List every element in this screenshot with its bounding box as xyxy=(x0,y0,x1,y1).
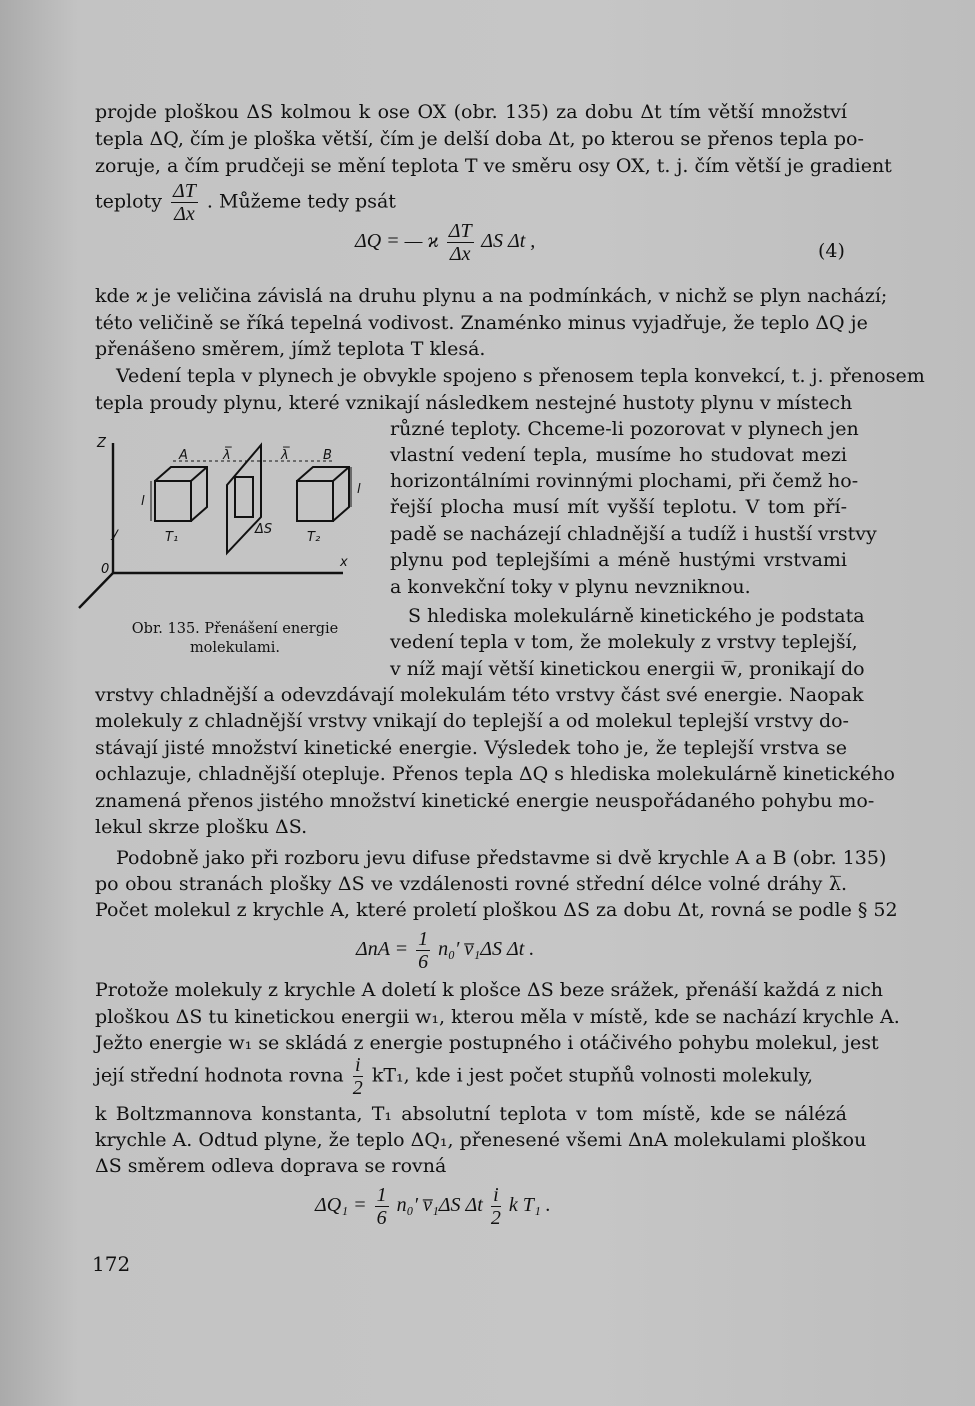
text-line: Protože molekuly z krychle A doletí k plošce ΔS beze srážek, přenáší každá z nich xyxy=(95,979,884,1001)
text-line: vedení tepla v tom, že molekuly z vrstvy teplejší, xyxy=(390,631,858,653)
jeji-numerator: i xyxy=(353,1054,363,1077)
text-line: horizontálními rovinnými plochami, při čemž ho- xyxy=(390,470,859,492)
dn-rhs: n₀′ v̅₁ΔS Δt . xyxy=(438,938,535,961)
dq1-fraction-1 xyxy=(375,1184,389,1229)
dq1-rhs: k T₁ . xyxy=(508,1194,551,1217)
label-lambda-1: λ̅ xyxy=(223,448,231,463)
jeji-denominator: 2 xyxy=(352,1077,363,1099)
caption-line-1: Obr. 135. Přenášení energie xyxy=(131,621,339,637)
text-line: znamená přenos jistého množství kinetické energie neuspořádaného pohybu mo- xyxy=(95,790,875,812)
dq1-numerator-2: i xyxy=(491,1184,501,1207)
text-line: plynu pod teplejšími a méně hustými vrstvami xyxy=(390,549,847,571)
dq1-lhs: ΔQ₁ = xyxy=(315,1194,367,1217)
eq4-rhs: ΔS Δt , xyxy=(481,230,536,253)
label-l-right: l xyxy=(357,482,361,497)
gradient-denominator: Δx xyxy=(174,203,195,225)
jeji-line xyxy=(95,1054,813,1099)
text-line: S hlediska molekulárně kinetického je podstata xyxy=(408,605,865,627)
cube-a xyxy=(155,467,207,521)
dq1-numerator-1: 1 xyxy=(376,1184,387,1206)
label-l-left: l xyxy=(141,494,145,509)
figure-caption xyxy=(105,620,365,658)
dn-lhs: ΔnA = xyxy=(356,938,409,961)
label-b: B xyxy=(323,448,332,463)
eq4-fraction xyxy=(447,220,474,265)
text-line: a konvekční toky v plynu nevzniknou. xyxy=(390,576,751,598)
text-line: přenášeno směrem, jímž teplota T klesá. xyxy=(95,338,486,360)
text-line: lekul skrze plošku ΔS. xyxy=(95,816,308,838)
label-y: y xyxy=(111,526,119,541)
label-x: x xyxy=(340,555,348,570)
text-line: krychle A. Odtud plyne, že teplo ΔQ₁, přenesené všemi ΔnA molekulami ploškou xyxy=(95,1129,867,1151)
text-line: Podobně jako při rozboru jevu difuse představme si dvě krychle A a B (obr. 135) xyxy=(116,847,887,869)
text-line: ΔS směrem odleva doprava se rovná xyxy=(95,1155,447,1177)
text-line: ploškou ΔS tu kinetickou energii w₁, kterou měla v místě, kde se nachází krychle A. xyxy=(95,1006,900,1028)
text-line: po obou stranách plošky ΔS ve vzdálenosti rovné střední délce volné dráhy λ̅. xyxy=(95,873,847,895)
text-line: ochlazuje, chladnější otepluje. Přenos tepla ΔQ s hlediska molekulárně kinetického xyxy=(95,763,895,785)
dq1-denominator-2: 2 xyxy=(490,1207,501,1229)
equation-4 xyxy=(355,220,535,265)
jeji-fraction xyxy=(353,1054,363,1099)
label-lambda-2: λ̅ xyxy=(281,448,289,463)
text-line: tepla proudy plynu, které vznikají následkem nestejné hustoty plynu v místech xyxy=(95,392,853,414)
label-delta-s: ΔS xyxy=(255,522,273,537)
text-line: v níž mají větší kinetickou energii w̅, pronikají do xyxy=(390,658,865,680)
gradient-numerator: ΔT xyxy=(172,180,196,202)
gradient-line xyxy=(95,180,396,225)
text-line: řejší plocha musí mít vyšší teplotu. V tom pří- xyxy=(390,496,847,518)
text-line: Ježto energie w₁ se skládá z energie postupného i otáčivého pohybu molekul, jest xyxy=(95,1032,879,1054)
label-a: A xyxy=(179,448,188,463)
text-line: vlastní vedení tepla, musíme ho studovat mezi xyxy=(390,444,847,466)
text-line: kde ϰ je veličina závislá na druhu plynu a na podmínkách, v nichž se plyn nachází; xyxy=(95,285,888,307)
text-line: vrstvy chladnější a odevzdávají molekulám této vrstvy část své energie. Naopak xyxy=(95,684,864,706)
label-z: Z xyxy=(97,436,106,451)
figure-135 xyxy=(75,425,375,625)
dn-denominator: 6 xyxy=(418,951,429,973)
eq4-lhs: ΔQ = — ϰ xyxy=(355,230,439,253)
jeji-pre: její střední hodnota rovna xyxy=(95,1064,344,1087)
cube-b xyxy=(297,467,349,521)
dq1-denominator-1: 6 xyxy=(376,1207,387,1229)
text-line: projde ploškou ΔS kolmou k ose OX (obr. 135) za dobu Δt tím větší množství xyxy=(95,101,847,123)
caption-line-2: molekulami. xyxy=(189,640,281,656)
equation-dq1 xyxy=(315,1184,551,1229)
teploty-word: teploty xyxy=(95,190,162,213)
text-line: zoruje, a čím prudčeji se mění teplota T ve směru osy OX, t. j. čím větší je gradient xyxy=(95,155,892,177)
equation-number: (4) xyxy=(818,240,845,262)
text-line: k Boltzmannova konstanta, T₁ absolutní teplota v tom místě, kde se nálézá xyxy=(95,1103,847,1125)
dq1-fraction-2 xyxy=(491,1184,501,1229)
dq1-mid: n₀′ v̅₁ΔS Δt xyxy=(396,1194,483,1217)
muzeme-text: . Můžeme tedy psát xyxy=(206,190,396,213)
equation-dn xyxy=(356,928,534,973)
label-t1: T₁ xyxy=(165,530,179,545)
page-number: 172 xyxy=(92,1252,131,1276)
label-o: 0 xyxy=(101,562,110,577)
text-line: Počet molekul z krychle A, které proletí ploškou ΔS za dobu Δt, rovná se podle § 52 xyxy=(95,899,898,921)
dn-fraction xyxy=(416,928,430,973)
text-line: Vedení tepla v plynech je obvykle spojeno s přenosem tepla konvekcí, t. j. přenosem xyxy=(116,365,925,387)
text-line: stávají jisté množství kinetické energie. Výsledek toho je, že teplejší vrstva se xyxy=(95,737,847,759)
gradient-fraction xyxy=(171,180,198,225)
label-t2: T₂ xyxy=(307,530,321,545)
text-line: molekuly z chladnější vrstvy vnikají do teplejší a od molekul teplejší vrstvy do- xyxy=(95,710,849,732)
text-line: tepla ΔQ, čím je ploška větší, čím je delší doba Δt, po kterou se přenos tepla po- xyxy=(95,128,864,150)
text-line: této veličině se říká tepelná vodivost. Znaménko minus vyjadřuje, že teplo ΔQ je xyxy=(95,312,868,334)
jeji-post: kT₁, kde i jest počet stupňů volnosti molekuly, xyxy=(371,1064,814,1087)
eq4-numerator: ΔT xyxy=(448,220,472,242)
y-axis xyxy=(79,573,113,608)
dn-numerator: 1 xyxy=(418,928,429,950)
text-line: různé teploty. Chceme-li pozorovat v plynech jen xyxy=(390,418,859,440)
text-line: padě se nacházejí chladnější a tudíž i hustší vrstvy xyxy=(390,523,877,545)
eq4-denominator: Δx xyxy=(449,243,471,265)
